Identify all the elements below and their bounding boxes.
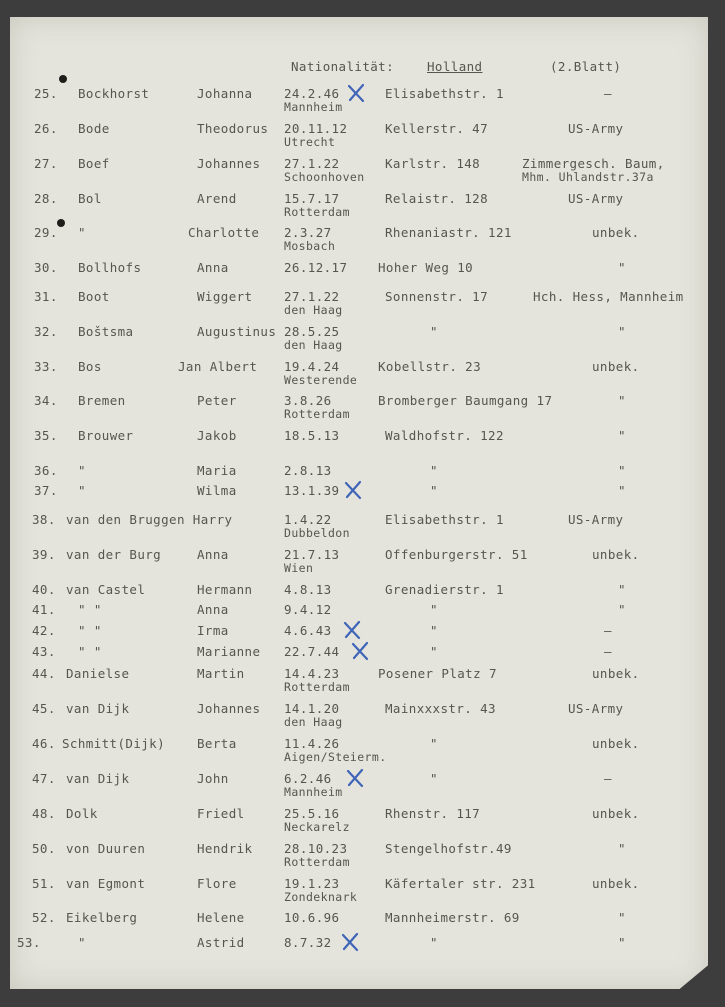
status: US-Army	[568, 512, 624, 527]
birth-date: 4.8.13	[284, 582, 332, 597]
surname: Boot	[78, 289, 110, 304]
surname: van Dijk	[66, 771, 130, 786]
row-number: 31.	[34, 289, 58, 304]
status: "	[618, 910, 626, 925]
row-number: 51.	[32, 876, 56, 891]
given-name: Flore	[197, 876, 237, 891]
birth-date: 10.6.96	[284, 910, 340, 925]
row-number: 33.	[34, 359, 58, 374]
surname: Bode	[78, 121, 110, 136]
birth-date: 14.1.20	[284, 701, 340, 716]
status: "	[618, 582, 626, 597]
row-number: 38.	[32, 512, 56, 527]
row-number: 27.	[34, 156, 58, 171]
status: "	[618, 841, 626, 856]
birth-date: 20.11.12	[284, 121, 348, 136]
given-name: Marianne	[197, 644, 261, 659]
blue-cross-mark	[346, 83, 366, 103]
row-number: 40.	[32, 582, 56, 597]
given-name: John	[197, 771, 229, 786]
address: Kobellstr. 23	[378, 359, 482, 374]
surname: " "	[78, 644, 102, 659]
given-name: Theodorus	[197, 121, 269, 136]
ink-blot	[59, 75, 67, 83]
given-name: Anna	[197, 547, 229, 562]
surname: Bockhorst	[78, 86, 150, 101]
given-name: Friedl	[197, 806, 245, 821]
address: "	[430, 623, 438, 638]
given-name: Wiggert	[197, 289, 253, 304]
row-number: 53.	[17, 935, 41, 950]
row-number: 46.	[32, 736, 56, 751]
row-number: 28.	[34, 191, 58, 206]
address: Rhenaniastr. 121	[385, 225, 512, 240]
row-number: 25.	[34, 86, 58, 101]
row-number: 36.	[34, 463, 58, 478]
row-number: 34.	[34, 393, 58, 408]
address: "	[430, 483, 438, 498]
given-name: Astrid	[197, 935, 245, 950]
birth-date: 24.2.46	[284, 86, 340, 101]
row-number: 47.	[32, 771, 56, 786]
status: Hch. Hess, Mannheim	[533, 289, 684, 304]
status: unbek.	[592, 359, 640, 374]
status: unbek.	[592, 547, 640, 562]
birth-date: 2.8.13	[284, 463, 332, 478]
given-name: Jakob	[197, 428, 237, 443]
surname: van der Burg	[66, 547, 162, 562]
birth-place: Wien	[284, 561, 314, 575]
birth-place: Mannheim	[284, 785, 343, 799]
given-name: Johanna	[197, 86, 253, 101]
status: "	[618, 483, 626, 498]
birth-place: Westerende	[284, 373, 358, 387]
status: US-Army	[568, 121, 624, 136]
birth-date: 2.3.27	[284, 225, 332, 240]
birth-date: 3.8.26	[284, 393, 332, 408]
surname: van Egmont	[66, 876, 146, 891]
row-number: 52.	[32, 910, 56, 925]
surname: Bollhofs	[78, 260, 142, 275]
row-number: 42.	[32, 623, 56, 638]
address: Karlstr. 148	[385, 156, 481, 171]
birth-place: Rotterdam	[284, 205, 350, 219]
given-name: Charlotte	[188, 225, 260, 240]
status: unbek.	[592, 806, 640, 821]
given-name: Johannes	[197, 701, 261, 716]
status-detail: Mhm. Uhlandstr.37a	[522, 170, 654, 184]
surname: Bos	[78, 359, 102, 374]
birth-date: 21.7.13	[284, 547, 340, 562]
given-name: Johannes	[197, 156, 261, 171]
status: US-Army	[568, 191, 624, 206]
birth-place: Rotterdam	[284, 407, 350, 421]
birth-place: Mosbach	[284, 239, 336, 253]
given-name: Helene	[197, 910, 245, 925]
birth-place: Schoonhoven	[284, 170, 365, 184]
blue-cross-mark	[340, 932, 360, 952]
status: —	[604, 644, 612, 659]
nationality-value: Holland	[427, 59, 483, 74]
address: Hoher Weg 10	[378, 260, 474, 275]
row-number: 50.	[32, 841, 56, 856]
birth-date: 19.1.23	[284, 876, 340, 891]
surname: " "	[78, 602, 102, 617]
nationality-label: Nationalität:	[291, 59, 395, 74]
birth-date: 26.12.17	[284, 260, 348, 275]
given-name: Peter	[197, 393, 237, 408]
row-number: 48.	[32, 806, 56, 821]
status: "	[618, 324, 626, 339]
address: Bromberger Baumgang 17	[378, 393, 553, 408]
surname: Bol	[78, 191, 102, 206]
birth-place: Zondeknark	[284, 890, 358, 904]
status: unbek.	[592, 666, 640, 681]
birth-date: 8.7.32	[284, 935, 332, 950]
birth-date: 9.4.12	[284, 602, 332, 617]
given-name: Maria	[197, 463, 237, 478]
surname: " "	[78, 623, 102, 638]
birth-place: den Haag	[284, 303, 343, 317]
birth-date: 4.6.43	[284, 623, 332, 638]
address: Elisabethstr. 1	[385, 86, 504, 101]
status: —	[604, 623, 612, 638]
address: Mannheimerstr. 69	[385, 910, 520, 925]
surname: van den Bruggen Harry	[66, 512, 233, 527]
birth-date: 28.10.23	[284, 841, 348, 856]
row-number: 29.	[34, 225, 58, 240]
status: US-Army	[568, 701, 624, 716]
given-name: Anna	[197, 602, 229, 617]
address: "	[430, 935, 438, 950]
row-number: 26.	[34, 121, 58, 136]
blue-cross-mark	[343, 480, 363, 500]
status: unbek.	[592, 225, 640, 240]
sheet-label: (2.Blatt)	[550, 59, 622, 74]
birth-date: 15.7.17	[284, 191, 340, 206]
given-name: Jan Albert	[178, 359, 258, 374]
given-name: Anna	[197, 260, 229, 275]
birth-place: Neckarelz	[284, 820, 350, 834]
row-number: 30.	[34, 260, 58, 275]
status: "	[618, 393, 626, 408]
birth-place: Rotterdam	[284, 680, 350, 694]
given-name: Martin	[197, 666, 245, 681]
row-number: 32.	[34, 324, 58, 339]
birth-place: Dubbeldon	[284, 526, 350, 540]
row-number: 45.	[32, 701, 56, 716]
status: "	[618, 428, 626, 443]
address: Offenburgerstr. 51	[385, 547, 528, 562]
given-name: Wilma	[197, 483, 237, 498]
surname: Danielse	[66, 666, 130, 681]
ink-blot	[57, 219, 65, 227]
address: Grenadierstr. 1	[385, 582, 504, 597]
given-name: Hendrik	[197, 841, 253, 856]
birth-date: 1.4.22	[284, 512, 332, 527]
status: unbek.	[592, 736, 640, 751]
row-number: 41.	[32, 602, 56, 617]
address: Kellerstr. 47	[385, 121, 489, 136]
surname: "	[78, 225, 86, 240]
blue-cross-mark	[350, 641, 370, 661]
birth-date: 13.1.39	[284, 483, 340, 498]
given-name: Hermann	[197, 582, 253, 597]
birth-place: Utrecht	[284, 135, 336, 149]
status: "	[618, 602, 626, 617]
row-number: 43.	[32, 644, 56, 659]
birth-place: Rotterdam	[284, 855, 350, 869]
address: Käfertaler str. 231	[385, 876, 536, 891]
given-name: Arend	[197, 191, 237, 206]
surname: "	[78, 935, 86, 950]
blue-cross-mark	[345, 768, 365, 788]
surname: von Duuren	[66, 841, 146, 856]
given-name: Irma	[197, 623, 229, 638]
address: Mainxxxstr. 43	[385, 701, 496, 716]
row-number: 37.	[34, 483, 58, 498]
birth-date: 11.4.26	[284, 736, 340, 751]
status: "	[618, 463, 626, 478]
address: Sonnenstr. 17	[385, 289, 489, 304]
birth-date: 19.4.24	[284, 359, 340, 374]
surname: van Dijk	[66, 701, 130, 716]
birth-date: 6.2.46	[284, 771, 332, 786]
address: "	[430, 644, 438, 659]
address: Posener Platz 7	[378, 666, 497, 681]
status: "	[618, 260, 626, 275]
birth-place: Aigen/Steierm.	[284, 750, 387, 764]
birth-date: 27.1.22	[284, 156, 340, 171]
surname: Dolk	[66, 806, 98, 821]
address: Waldhofstr. 122	[385, 428, 504, 443]
status: unbek.	[592, 876, 640, 891]
address: "	[430, 771, 438, 786]
birth-date: 27.1.22	[284, 289, 340, 304]
surname: Schmitt(Dijk)	[62, 736, 166, 751]
address: Rhenstr. 117	[385, 806, 481, 821]
surname: Brouwer	[78, 428, 134, 443]
address: Elisabethstr. 1	[385, 512, 504, 527]
given-name: Augustinus	[197, 324, 277, 339]
address: "	[430, 736, 438, 751]
birth-date: 22.7.44	[284, 644, 340, 659]
surname: "	[78, 463, 86, 478]
blue-cross-mark	[342, 620, 362, 640]
status: —	[604, 771, 612, 786]
surname: Boštsma	[78, 324, 134, 339]
address: "	[430, 324, 438, 339]
surname: Bremen	[78, 393, 126, 408]
surname: Boef	[78, 156, 110, 171]
status: Zimmergesch. Baum,	[522, 156, 665, 171]
row-number: 35.	[34, 428, 58, 443]
birth-date: 14.4.23	[284, 666, 340, 681]
address: "	[430, 463, 438, 478]
status: —	[604, 86, 612, 101]
birth-place: den Haag	[284, 338, 343, 352]
birth-date: 18.5.13	[284, 428, 340, 443]
birth-date: 28.5.25	[284, 324, 340, 339]
address: "	[430, 602, 438, 617]
surname: Eikelberg	[66, 910, 138, 925]
birth-place: Mannheim	[284, 100, 343, 114]
row-number: 44.	[32, 666, 56, 681]
birth-date: 25.5.16	[284, 806, 340, 821]
surname: van Castel	[66, 582, 146, 597]
status: "	[618, 935, 626, 950]
given-name: Berta	[197, 736, 237, 751]
row-number: 39.	[32, 547, 56, 562]
birth-place: den Haag	[284, 715, 343, 729]
address: Relaistr. 128	[385, 191, 489, 206]
surname: "	[78, 483, 86, 498]
address: Stengelhofstr.49	[385, 841, 512, 856]
